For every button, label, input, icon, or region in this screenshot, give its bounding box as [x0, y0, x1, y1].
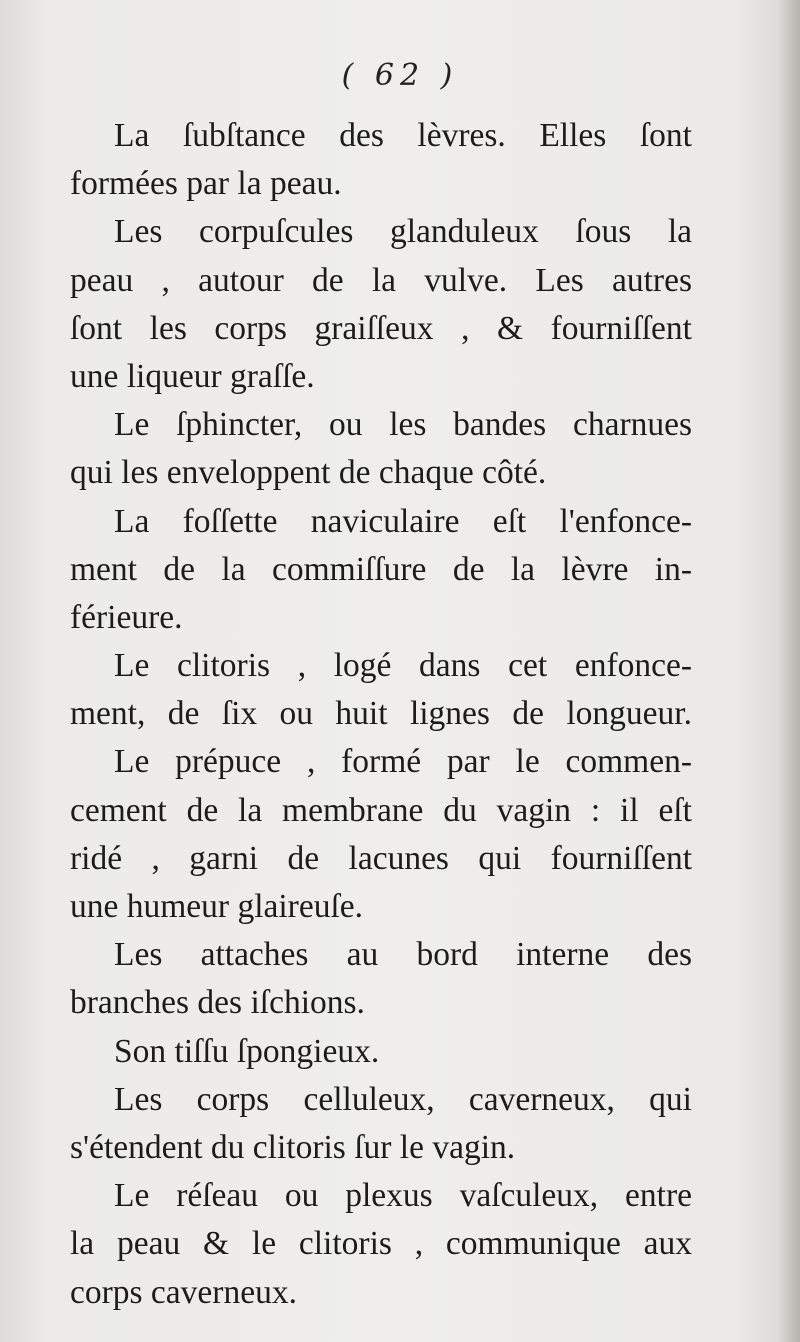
text-line: la peau & le clitoris , communique aux: [70, 1225, 692, 1263]
text-line: Le réſeau ou plexus vaſculeux, entre: [114, 1177, 692, 1215]
text-line: corps caverneux.: [70, 1273, 297, 1311]
text-line: peau , autour de la vulve. Les autres: [70, 261, 692, 299]
text-line: Le ſphincter, ou les bandes charnues: [114, 406, 692, 444]
text-line: La ſubſtance des lèvres. Elles ſont: [114, 117, 692, 154]
text-line: qui les enveloppent de chaque côté.: [70, 454, 547, 492]
text-line: Les attaches au bord interne des: [114, 936, 692, 974]
text-line: ment de la commiſſure de la lèvre in-: [70, 550, 692, 588]
text-line: La foſſette naviculaire eſt l'enfonce-: [114, 502, 692, 540]
text-line: Le prépuce , formé par le commen-: [114, 743, 692, 781]
text-line: une liqueur graſſe.: [70, 357, 315, 395]
text-line: s'étendent du clitoris ſur le vagin.: [70, 1128, 516, 1166]
text-line: ment, de ſix ou huit lignes de longueur.: [70, 695, 692, 733]
text-line: cement de la membrane du vagin : il eſt: [70, 791, 692, 829]
text-line: Son tiſſu ſpongieux.: [114, 1032, 380, 1070]
text-line: ſont les corps graiſſeux , & fourniſſent: [70, 309, 692, 347]
text-line: branches des iſchions.: [70, 984, 365, 1022]
text-line: formées par la peau.: [70, 165, 342, 203]
text-line: Les corps celluleux, caverneux, qui: [114, 1080, 692, 1118]
text-line: une humeur glaireuſe.: [70, 888, 364, 925]
page-number: ( 62 ): [341, 58, 459, 93]
text-line: Le clitoris , logé dans cet enfonce-: [114, 647, 692, 685]
text-line: ridé , garni de lacunes qui fourniſſent: [70, 839, 692, 877]
text-line: férieure.: [70, 598, 183, 636]
page-body: [70, 112, 692, 1317]
page-edge-shadow: [778, 0, 800, 1342]
text-line: Les corpuſcules glanduleux ſous la: [114, 213, 692, 251]
